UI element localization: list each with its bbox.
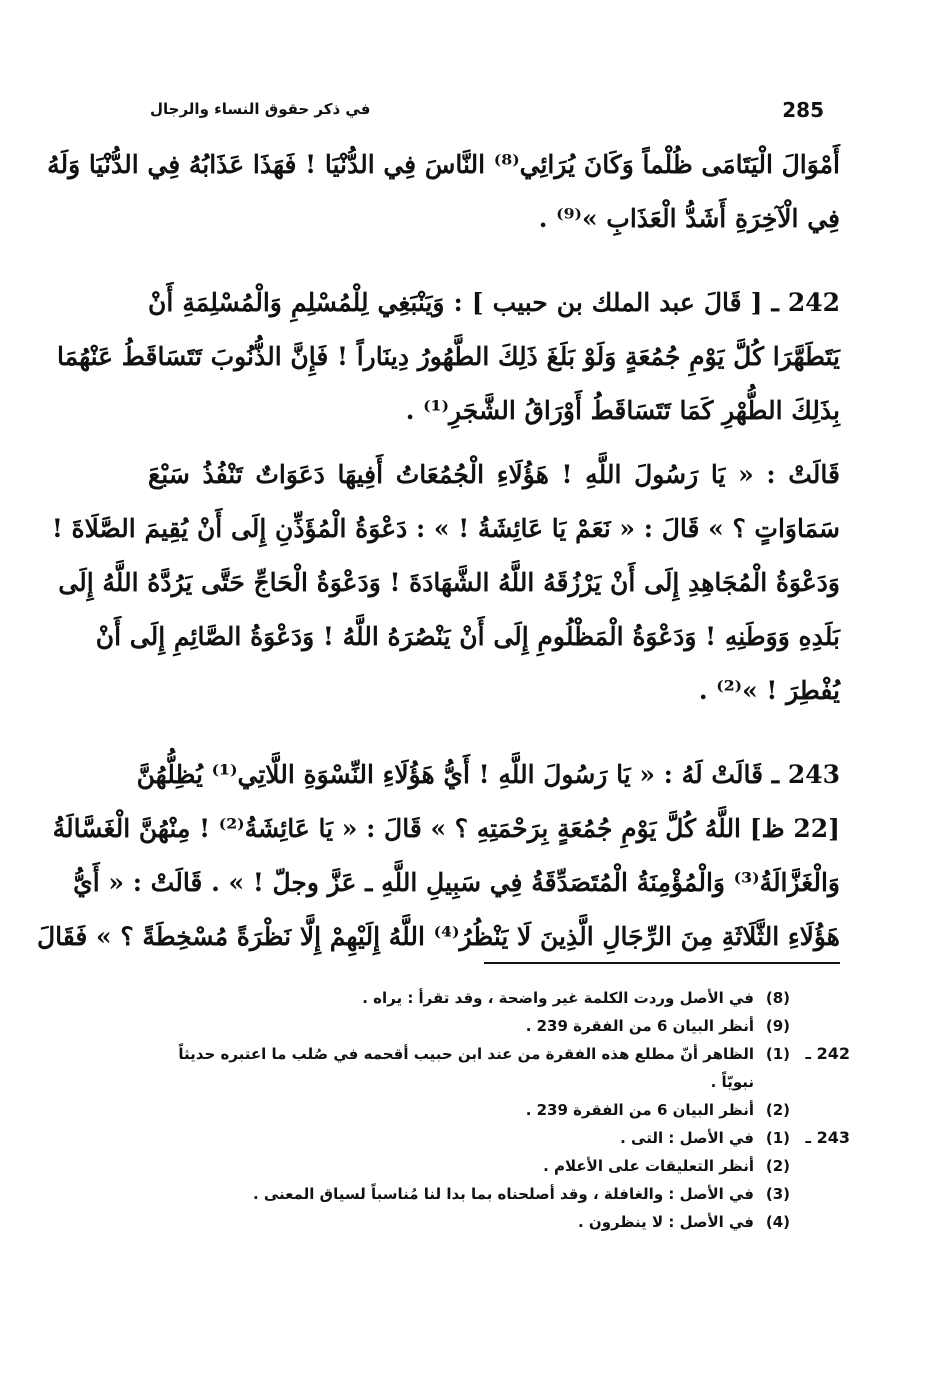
footnote-text: في الأصل : التى . [620, 1129, 754, 1147]
text-line: هَؤُلَاءِ الثَّلَاثَةِ مِنَ الرِّجَالِ الَّذِينَ لَا يَنْظُرُ⁽⁴⁾ اللَّهُ إِلَيْهِمْ إِلَّا نَظْرَةً مُسْخِطَةً ؟ » فَقَالَ [36, 922, 840, 951]
text-line: بَلَدِهِ وَوَطَنِهِ ! وَدَعْوَةُ الْمَظْلُومِ إِلَى أَنْ يَنْصُرَهُ اللَّهُ ! وَدَعْوَةُ الصَّائِمِ إِلَى أَنْ [95, 622, 840, 651]
page-header [150, 96, 850, 130]
footnote [150, 1012, 850, 1040]
text-line: فِي الْآخِرَةِ أَشَدُّ الْعَذَابِ »⁽⁹⁾ . [538, 204, 840, 233]
footnote [150, 1096, 850, 1124]
footnote-divider [484, 962, 840, 964]
footnote-number: (1) [765, 1129, 790, 1147]
footnote-paragraph: 243 ـ [805, 1128, 850, 1147]
footnote-text: أنظر التعليقات على الأعلام . [543, 1157, 754, 1175]
text-line: أَمْوَالَ الْيَتَامَى ظُلْماً وَكَانَ يُرَائِي⁽⁸⁾ النَّاسَ فِي الدُّنْيَا ! فَهَذَا عَذَابُهُ فِي الدُّنْيَا وَلَهُ [47, 150, 840, 179]
text-line: وَالْغَزَّالَةُ⁽³⁾ وَالْمُؤْمِنَةُ الْمُتَصَدِّقَةُ فِي سَبِيلِ اللَّهِ ـ عَزَّ وجلّ ! » . قَالَتْ : « أَيُّ [73, 868, 840, 897]
text-line: [22 ظ] اللَّهُ كُلَّ يَوْمِ جُمُعَةٍ بِرَحْمَتِهِ ؟ » قَالَ : « يَا عَائِشَةُ⁽²⁾ ! مِنْهُنَّ الْغَسَّالَةُ [52, 814, 840, 843]
footnote [150, 1208, 850, 1236]
footnote-number: (3) [765, 1185, 790, 1203]
text-line: سَمَاوَاتٍ ؟ » قَالَ : « نَعَمْ يَا عَائِشَةُ ! » : دَعْوَةُ الْمُؤَذِّنِ إِلَى أَنْ يُقِيمَ الصَّلَاةَ ! [51, 514, 840, 543]
footnote [150, 1040, 850, 1096]
text-line: قَالَتْ : « يَا رَسُولَ اللَّهِ ! هَؤُلَاءِ الْجُمُعَاتُ أَفِيهَا دَعَوَاتٌ تَنْفُذُ سَبْعَ [148, 460, 840, 489]
footnote [150, 1124, 850, 1152]
paragraph-242-start: 242 ـ [ قَالَ عبد الملك بن حبيب ] : وَيَنْبَغِي لِلْمُسْلِمِ وَالْمُسْلِمَةِ أَنْ [148, 288, 840, 317]
text-line: بِذَلِكَ الطُّهْرِ كَمَا تَتَسَاقَطُ أَوْرَاقُ الشَّجَرِ⁽¹⁾ . [405, 396, 840, 425]
page-number: 285 [782, 98, 824, 122]
footnote-paragraph: 242 ـ [805, 1044, 850, 1063]
footnote-text: في الأصل : لا ينظرون . [578, 1213, 754, 1231]
footnote-number: (9) [765, 1017, 790, 1035]
paragraph-243-start: 243 ـ قَالَتْ لَهُ : « يَا رَسُولَ اللَّهِ ! أَيُّ هَؤُلَاءِ النِّسْوَةِ اللَّاتِي⁽¹⁾ يُظِلُّهُنَّ [136, 760, 840, 789]
footnote-text: في الأصل وردت الكلمة غير واضحة ، وقد تقرأ : يراه . [362, 989, 754, 1007]
footnote-text: الظاهر أنّ مطلع هذه الفقرة من عند ابن حبيب أقحمه في صُلب ما اعتبره حديثاً نبويّاً . [178, 1045, 754, 1091]
running-title: في ذكر حقوق النساء والرجال [150, 100, 371, 118]
text-line: يَتَطَهَّرَا كُلَّ يَوْمِ جُمُعَةٍ وَلَوْ بَلَغَ ذَلِكَ الطَّهُورُ دِينَاراً ! فَإِنَّ الذُّنُوبَ تَتَسَاقَطُ عَنْهُمَا [57, 342, 840, 371]
footnote-number: (2) [765, 1101, 790, 1119]
footnote-text: أنظر البيان 6 من الفقرة 239 . [525, 1017, 754, 1035]
footnote-number: (4) [765, 1213, 790, 1231]
footnote [150, 1152, 850, 1180]
footnote-number: (2) [765, 1157, 790, 1175]
footnote-number: (1) [765, 1045, 790, 1063]
text-line: وَدَعْوَةُ الْمُجَاهِدِ إِلَى أَنْ يَرْزُقَهُ اللَّهُ الشَّهَادَةَ ! وَدَعْوَةُ الْحَاجِّ حَتَّى يَرُدَّهُ اللَّهُ إِلَى [58, 568, 840, 597]
footnotes [150, 984, 850, 1236]
footnote [150, 1180, 850, 1208]
footnote [150, 984, 850, 1012]
footnote-text: في الأصل : والغافلة ، وقد أصلحناه بما بدا لنا مُناسباً لسياق المعنى . [252, 1185, 754, 1203]
footnote-number: (8) [765, 989, 790, 1007]
main-text [36, 138, 840, 964]
footnote-text: أنظر البيان 6 من الفقرة 239 . [525, 1101, 754, 1119]
text-line: يُفْطِرَ ! »⁽²⁾ . [698, 676, 840, 705]
